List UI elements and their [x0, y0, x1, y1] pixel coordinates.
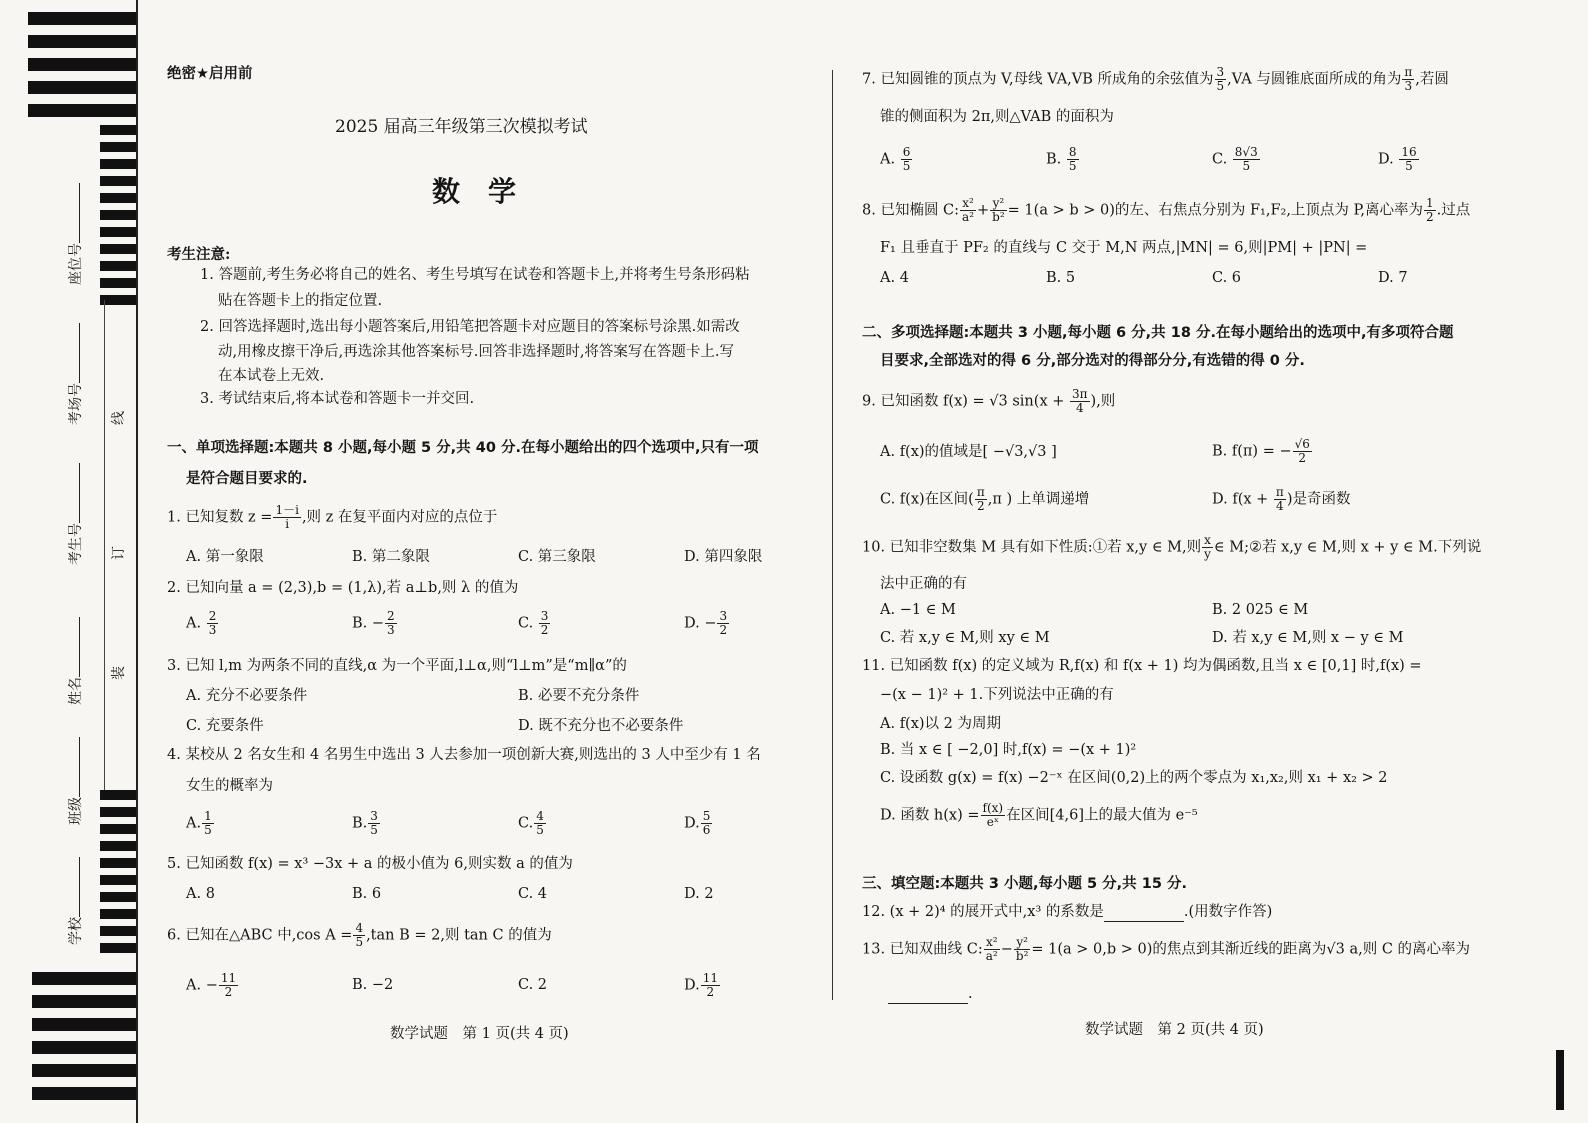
q8-option-b[interactable]: B. 5 — [1046, 270, 1076, 286]
q11-option-d[interactable]: D. 函数 h(x) = $\frac{f(x)}{\text{eˣ}}$ 在区间[4,6]上的最大值为 e⁻⁵ — [880, 801, 1198, 829]
column-divider — [832, 70, 833, 1000]
q3-option-a[interactable]: A. 充分不必要条件 — [186, 688, 308, 704]
question-7-cont: 锥的侧面积为 2π,则△VAB 的面积为 — [880, 109, 1114, 125]
q11-option-c[interactable]: C. 设函数 g(x) = f(x) −2⁻ˣ 在区间(0,2)上的两个零点为 x₁,x₂,则 x₁ + x₂ > 2 — [880, 770, 1388, 786]
q3-option-c[interactable]: C. 充要条件 — [186, 718, 264, 734]
q10-option-d[interactable]: D. 若 x,y ∈ M,则 x − y ∈ M — [1212, 630, 1404, 646]
q3-option-b[interactable]: B. 必要不充分条件 — [518, 688, 640, 704]
notice-line: 贴在答题卡上的指定位置. — [218, 293, 383, 309]
q8-option-d[interactable]: D. 7 — [1378, 270, 1408, 286]
q11-option-b[interactable]: B. 当 x ∈ [ −2,0] 时,f(x) = −(x + 1)² — [880, 742, 1137, 758]
field-seat-number[interactable]: 座位号 — [65, 175, 85, 285]
q9-option-d[interactable]: D. f(x + $\frac{\pi}{4}$ )是奇函数 — [1212, 485, 1351, 513]
q12-answer-blank[interactable] — [1104, 907, 1184, 922]
field-room-number[interactable]: 考场号 — [65, 315, 85, 425]
page-2-footer: 数学试题 第 2 页(共 4 页) — [1085, 1022, 1264, 1038]
q5-option-b[interactable]: B. 6 — [352, 886, 382, 902]
q6-option-c[interactable]: C. 2 — [518, 977, 548, 993]
q1-option-d[interactable]: D. 第四象限 — [684, 549, 763, 565]
section-2-heading-cont: 目要求,全部选对的得 6 分,部分选对的得部分分,有选错的得 0 分. — [880, 353, 1305, 369]
q7-option-a[interactable]: A. $\frac{6}{5}$ — [880, 145, 911, 173]
q8-option-c[interactable]: C. 6 — [1212, 270, 1242, 286]
question-10-cont: 法中正确的有 — [880, 576, 967, 592]
q3-option-d[interactable]: D. 既不充分也不必要条件 — [518, 718, 684, 734]
q2-option-c[interactable]: C. $\frac{3}{2}$ — [518, 609, 549, 637]
question-4: 4. 某校从 2 名女生和 4 名男生中选出 3 人去参加一项创新大赛,则选出的 3 人中至少有 1 名 — [167, 747, 761, 763]
q4-option-a[interactable]: A. $\frac{1}{5}$ — [186, 809, 212, 837]
field-candidate-number[interactable]: 考生号 — [65, 455, 85, 565]
q10-option-a[interactable]: A. −1 ∈ M — [880, 602, 956, 618]
section-1-heading-cont: 是符合题目要求的. — [186, 471, 308, 487]
notice-line: 2. 回答选择题时,选出每小题答案后,用铅笔把答题卡对应题目的答案标号涂黑.如需改 — [200, 319, 740, 335]
q4-option-b[interactable]: B. $\frac{3}{5}$ — [352, 809, 378, 837]
q7-option-b[interactable]: B. $\frac{8}{5}$ — [1046, 145, 1077, 173]
exam-title: 2025 届高三年级第三次模拟考试 — [335, 117, 588, 137]
q10-option-c[interactable]: C. 若 x,y ∈ M,则 xy ∈ M — [880, 630, 1050, 646]
question-12: 12. (x + 2)⁴ 的展开式中,x³ 的系数是 .(用数字作答) — [862, 904, 1273, 920]
question-13: 13. 已知双曲线 C: $\frac{\text{x²}}{\text{a²}}$ − $\frac{\text{y²}}{\text{b²}}$ = 1(a > 0,b > 0)的焦点到其渐近线的距离为√3 a,则 C 的离心率为 — [862, 935, 1471, 963]
q9-option-c[interactable]: C. f(x)在区间( $\frac{\pi}{2}$ ,π ) 上单调递增 — [880, 485, 1090, 513]
q5-option-d[interactable]: D. 2 — [684, 886, 714, 902]
question-6: 6. 已知在△ABC 中,cos A = $\frac{4}{5}$ ,tan B = 2,则 tan C 的值为 — [167, 921, 552, 949]
question-4-cont: 女生的概率为 — [186, 778, 273, 794]
q7-option-c[interactable]: C. $\frac{8√3}{5}$ — [1212, 145, 1258, 173]
question-2: 2. 已知向量 a = (2,3),b = (1,λ),若 a⊥b,则 λ 的值为 — [167, 580, 519, 596]
question-11-cont: −(x − 1)² + 1.下列说法中正确的有 — [880, 687, 1114, 703]
q13-answer-line[interactable]: . — [888, 984, 973, 1004]
q9-option-b[interactable]: B. f(π) = − $\frac{√6}{2}$ — [1212, 437, 1310, 465]
q5-option-a[interactable]: A. 8 — [186, 886, 215, 902]
question-11: 11. 已知函数 f(x) 的定义域为 R,f(x) 和 f(x + 1) 均为偶函数,且当 x ∈ [0,1] 时,f(x) = — [862, 658, 1422, 674]
binding-edge-line — [136, 0, 138, 1123]
question-5: 5. 已知函数 f(x) = x³ −3x + a 的极小值为 6,则实数 a 的值为 — [167, 856, 573, 872]
q6-option-d[interactable]: D. $\frac{11}{2}$ — [684, 971, 718, 999]
cut-label-zhuang: 装 — [111, 666, 127, 680]
q2-option-b[interactable]: B. − $\frac{2}{3}$ — [352, 609, 395, 637]
notice-line: 在本试卷上无效. — [218, 368, 325, 384]
notice-title: 考生注意: — [167, 246, 231, 263]
q4-option-d[interactable]: D. $\frac{5}{6}$ — [684, 809, 711, 837]
question-10: 10. 已知非空数集 M 具有如下性质:①若 x,y ∈ M,则 $\frac{x}{y}$ ∈ M;②若 x,y ∈ M,则 x + y ∈ M.下列说 — [862, 533, 1482, 561]
q7-option-d[interactable]: D. $\frac{16}{5}$ — [1378, 145, 1417, 173]
q6-option-a[interactable]: A. − $\frac{11}{2}$ — [186, 971, 237, 999]
notice-line: 动,用橡皮擦干净后,再选涂其他答案标号.回答非选择题时,将答案写在答题卡上.写 — [218, 344, 735, 360]
field-school[interactable]: 学校 — [65, 835, 85, 945]
section-3-heading: 三、填空题:本题共 3 小题,每小题 5 分,共 15 分. — [862, 876, 1187, 892]
cut-label-xian: 线 — [111, 411, 127, 425]
question-9: 9. 已知函数 f(x) = √3 sin(x + $\frac{3\pi}{4}$ ),则 — [862, 387, 1116, 415]
question-7: 7. 已知圆锥的顶点为 V,母线 VA,VB 所成角的余弦值为 $\frac{3}{5}$ ,VA 与圆锥底面所成的角为 $\frac{\pi}{3}$ ,若圆 — [862, 65, 1449, 93]
cut-label-ding: 订 — [111, 546, 127, 560]
section-2-heading: 二、多项选择题:本题共 3 小题,每小题 6 分,共 18 分.在每小题给出的选项中,有多项符合题 — [862, 325, 1454, 341]
section-1-heading: 一、单项选择题:本题共 8 小题,每小题 5 分,共 40 分.在每小题给出的四个选项中,只有一项 — [167, 440, 759, 456]
notice-line: 1. 答题前,考生务必将自己的姓名、考生号填写在试卷和答题卡上,并将考生号条形码粘 — [200, 267, 750, 283]
q1-option-c[interactable]: C. 第三象限 — [518, 549, 596, 565]
question-1: 1. 已知复数 z = $\frac{1-i}{i}$ ,则 z 在复平面内对应的点位于 — [167, 503, 498, 531]
question-8: 8. 已知椭圆 C: $\frac{\text{x²}}{\text{a²}}$ + $\frac{\text{y²}}{\text{b²}}$ = 1(a > b > 0)的左、右焦点分别为 F₁,F₂,上顶点为 P,离心率为 $\frac{1}{2}$ .过点 — [862, 196, 1471, 224]
notice-line: 3. 考试结束后,将本试卷和答题卡一并交回. — [200, 391, 475, 407]
question-8-cont: F₁ 且垂直于 PF₂ 的直线与 C 交于 M,N 两点,|MN| = 6,则|PM| + |PN| = — [880, 240, 1368, 256]
q10-option-b[interactable]: B. 2 025 ∈ M — [1212, 602, 1309, 618]
field-name[interactable]: 姓名 — [65, 595, 85, 705]
q11-option-a[interactable]: A. f(x)以 2 为周期 — [880, 716, 1001, 732]
q1-option-b[interactable]: B. 第二象限 — [352, 549, 430, 565]
q1-option-a[interactable]: A. 第一象限 — [186, 549, 264, 565]
q9-option-a[interactable]: A. f(x)的值域是[ −√3,√3 ] — [880, 444, 1057, 460]
q5-option-c[interactable]: C. 4 — [518, 886, 548, 902]
page-1-footer: 数学试题 第 1 页(共 4 页) — [390, 1026, 569, 1042]
q8-option-a[interactable]: A. 4 — [880, 270, 909, 286]
binding-cut-line — [104, 300, 105, 790]
q2-option-d[interactable]: D. − $\frac{3}{2}$ — [684, 609, 728, 637]
secret-label: 绝密★启用前 — [167, 66, 253, 82]
question-3: 3. 已知 l,m 为两条不同的直线,α 为一个平面,l⊥α,则“l⊥m”是“m∥α”的 — [167, 658, 627, 674]
q2-option-a[interactable]: A. $\frac{2}{3}$ — [186, 609, 217, 637]
scan-edge-mark — [1556, 1050, 1564, 1110]
q6-option-b[interactable]: B. −2 — [352, 977, 394, 993]
subject-title: 数 学 — [432, 175, 517, 208]
q4-option-c[interactable]: C. $\frac{4}{5}$ — [518, 809, 544, 837]
field-class[interactable]: 班级 — [65, 715, 85, 825]
